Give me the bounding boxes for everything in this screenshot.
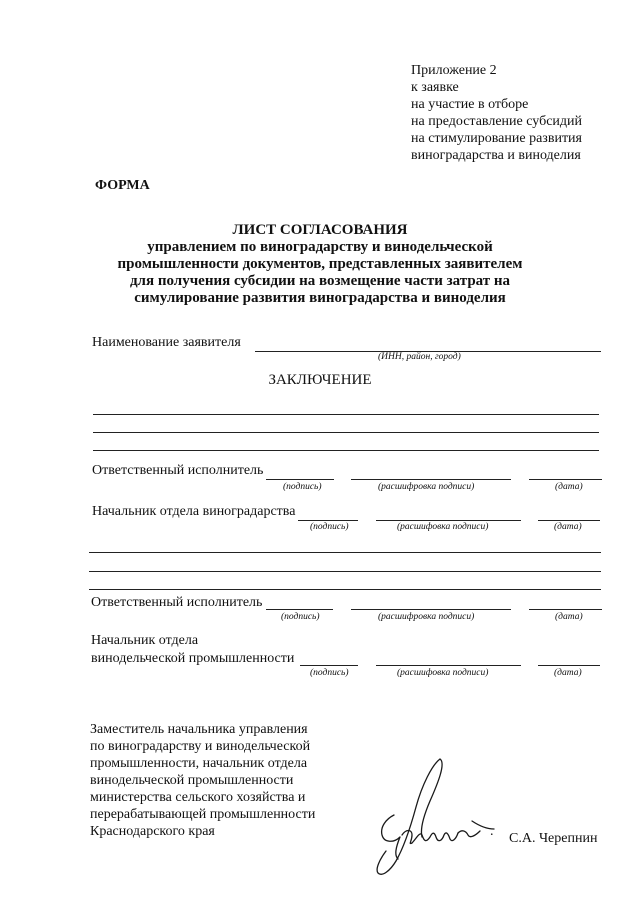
name-decoding-line[interactable]	[376, 520, 521, 521]
name-decoding-line[interactable]	[351, 479, 511, 480]
appendix-line: виноградарства и виноделия	[411, 148, 581, 163]
handwritten-signature	[372, 755, 497, 885]
appendix-note	[411, 62, 582, 164]
deputy-line: винодельческой промышленности	[90, 773, 294, 788]
responsible-label: Ответственный исполнитель	[92, 463, 264, 478]
name-decoding-line[interactable]	[376, 665, 521, 666]
signature-dot: .	[490, 824, 494, 839]
title-line: ЛИСТ СОГЛАСОВАНИЯ	[232, 222, 408, 238]
signature-line[interactable]	[266, 609, 333, 610]
decoding-caption: (расшифровка подписи)	[378, 612, 475, 622]
conclusion-line[interactable]	[93, 414, 599, 415]
signature-caption: (подпись)	[283, 482, 322, 492]
deputy-line: министерства сельского хозяйства и	[90, 790, 306, 805]
signature-line[interactable]	[298, 520, 358, 521]
signature-line[interactable]	[300, 665, 358, 666]
head-wine-label-line1: Начальник отдела	[91, 633, 199, 648]
decoding-caption: (расшифовка подписи)	[397, 522, 489, 532]
appendix-line: Приложение 2	[411, 63, 497, 78]
signatory-name: С.А. Черепнин	[509, 831, 598, 846]
deputy-line: Краснодарского края	[90, 824, 215, 839]
conclusion-line[interactable]	[93, 432, 599, 433]
deputy-line: по виноградарству и винодельческой	[90, 739, 311, 754]
appendix-line: к заявке	[411, 80, 459, 95]
date-line[interactable]	[538, 520, 600, 521]
date-caption: (дата)	[554, 668, 582, 678]
head-viticulture-label: Начальник отдела виноградарства	[92, 504, 296, 519]
applicant-caption: (ИНН, район, город)	[378, 352, 461, 362]
conclusion-heading: ЗАКЛЮЧЕНИЕ	[268, 372, 372, 388]
appendix-line: на стимулирование развития	[411, 131, 582, 146]
applicant-label: Наименование заявителя	[92, 335, 241, 350]
signature-line[interactable]	[266, 479, 334, 480]
conclusion-line[interactable]	[93, 450, 599, 451]
title-line: для получения субсидии на возмещение части затрат на	[129, 273, 511, 289]
appendix-line: на предоставление субсидий	[411, 114, 583, 129]
title-line: управлением по виноградарству и винодельческой	[147, 239, 493, 255]
signature-caption: (подпись)	[310, 522, 349, 532]
date-line[interactable]	[529, 609, 602, 610]
decoding-caption: (расшифровка подписи)	[378, 482, 475, 492]
responsible-label: Ответственный исполнитель	[91, 595, 263, 610]
head-wine-label-line2: винодельческой промышленности	[91, 651, 295, 666]
appendix-line: на участие в отборе	[411, 97, 529, 112]
date-caption: (дата)	[555, 482, 583, 492]
date-line[interactable]	[529, 479, 602, 480]
conclusion-line[interactable]	[89, 571, 601, 572]
form-label: ФОРМА	[95, 178, 150, 193]
title-line: промышленности документов, представленных заявителем	[117, 256, 523, 272]
document-title	[60, 222, 580, 307]
deputy-position	[90, 721, 315, 840]
signature-caption: (подпись)	[281, 612, 320, 622]
conclusion-line[interactable]	[89, 589, 601, 590]
date-caption: (дата)	[555, 612, 583, 622]
decoding-caption: (расшифовка подписи)	[397, 668, 489, 678]
deputy-line: промышленности, начальник отдела	[90, 756, 308, 771]
name-decoding-line[interactable]	[351, 609, 511, 610]
date-caption: (дата)	[554, 522, 582, 532]
title-line: симулирование развития виноградарства и виноделия	[134, 290, 506, 306]
conclusion-line[interactable]	[89, 552, 601, 553]
date-line[interactable]	[538, 665, 600, 666]
deputy-line: Заместитель начальника управления	[90, 722, 308, 737]
deputy-line: перерабатывающей промышленности	[90, 807, 316, 822]
signature-caption: (подпись)	[310, 668, 349, 678]
